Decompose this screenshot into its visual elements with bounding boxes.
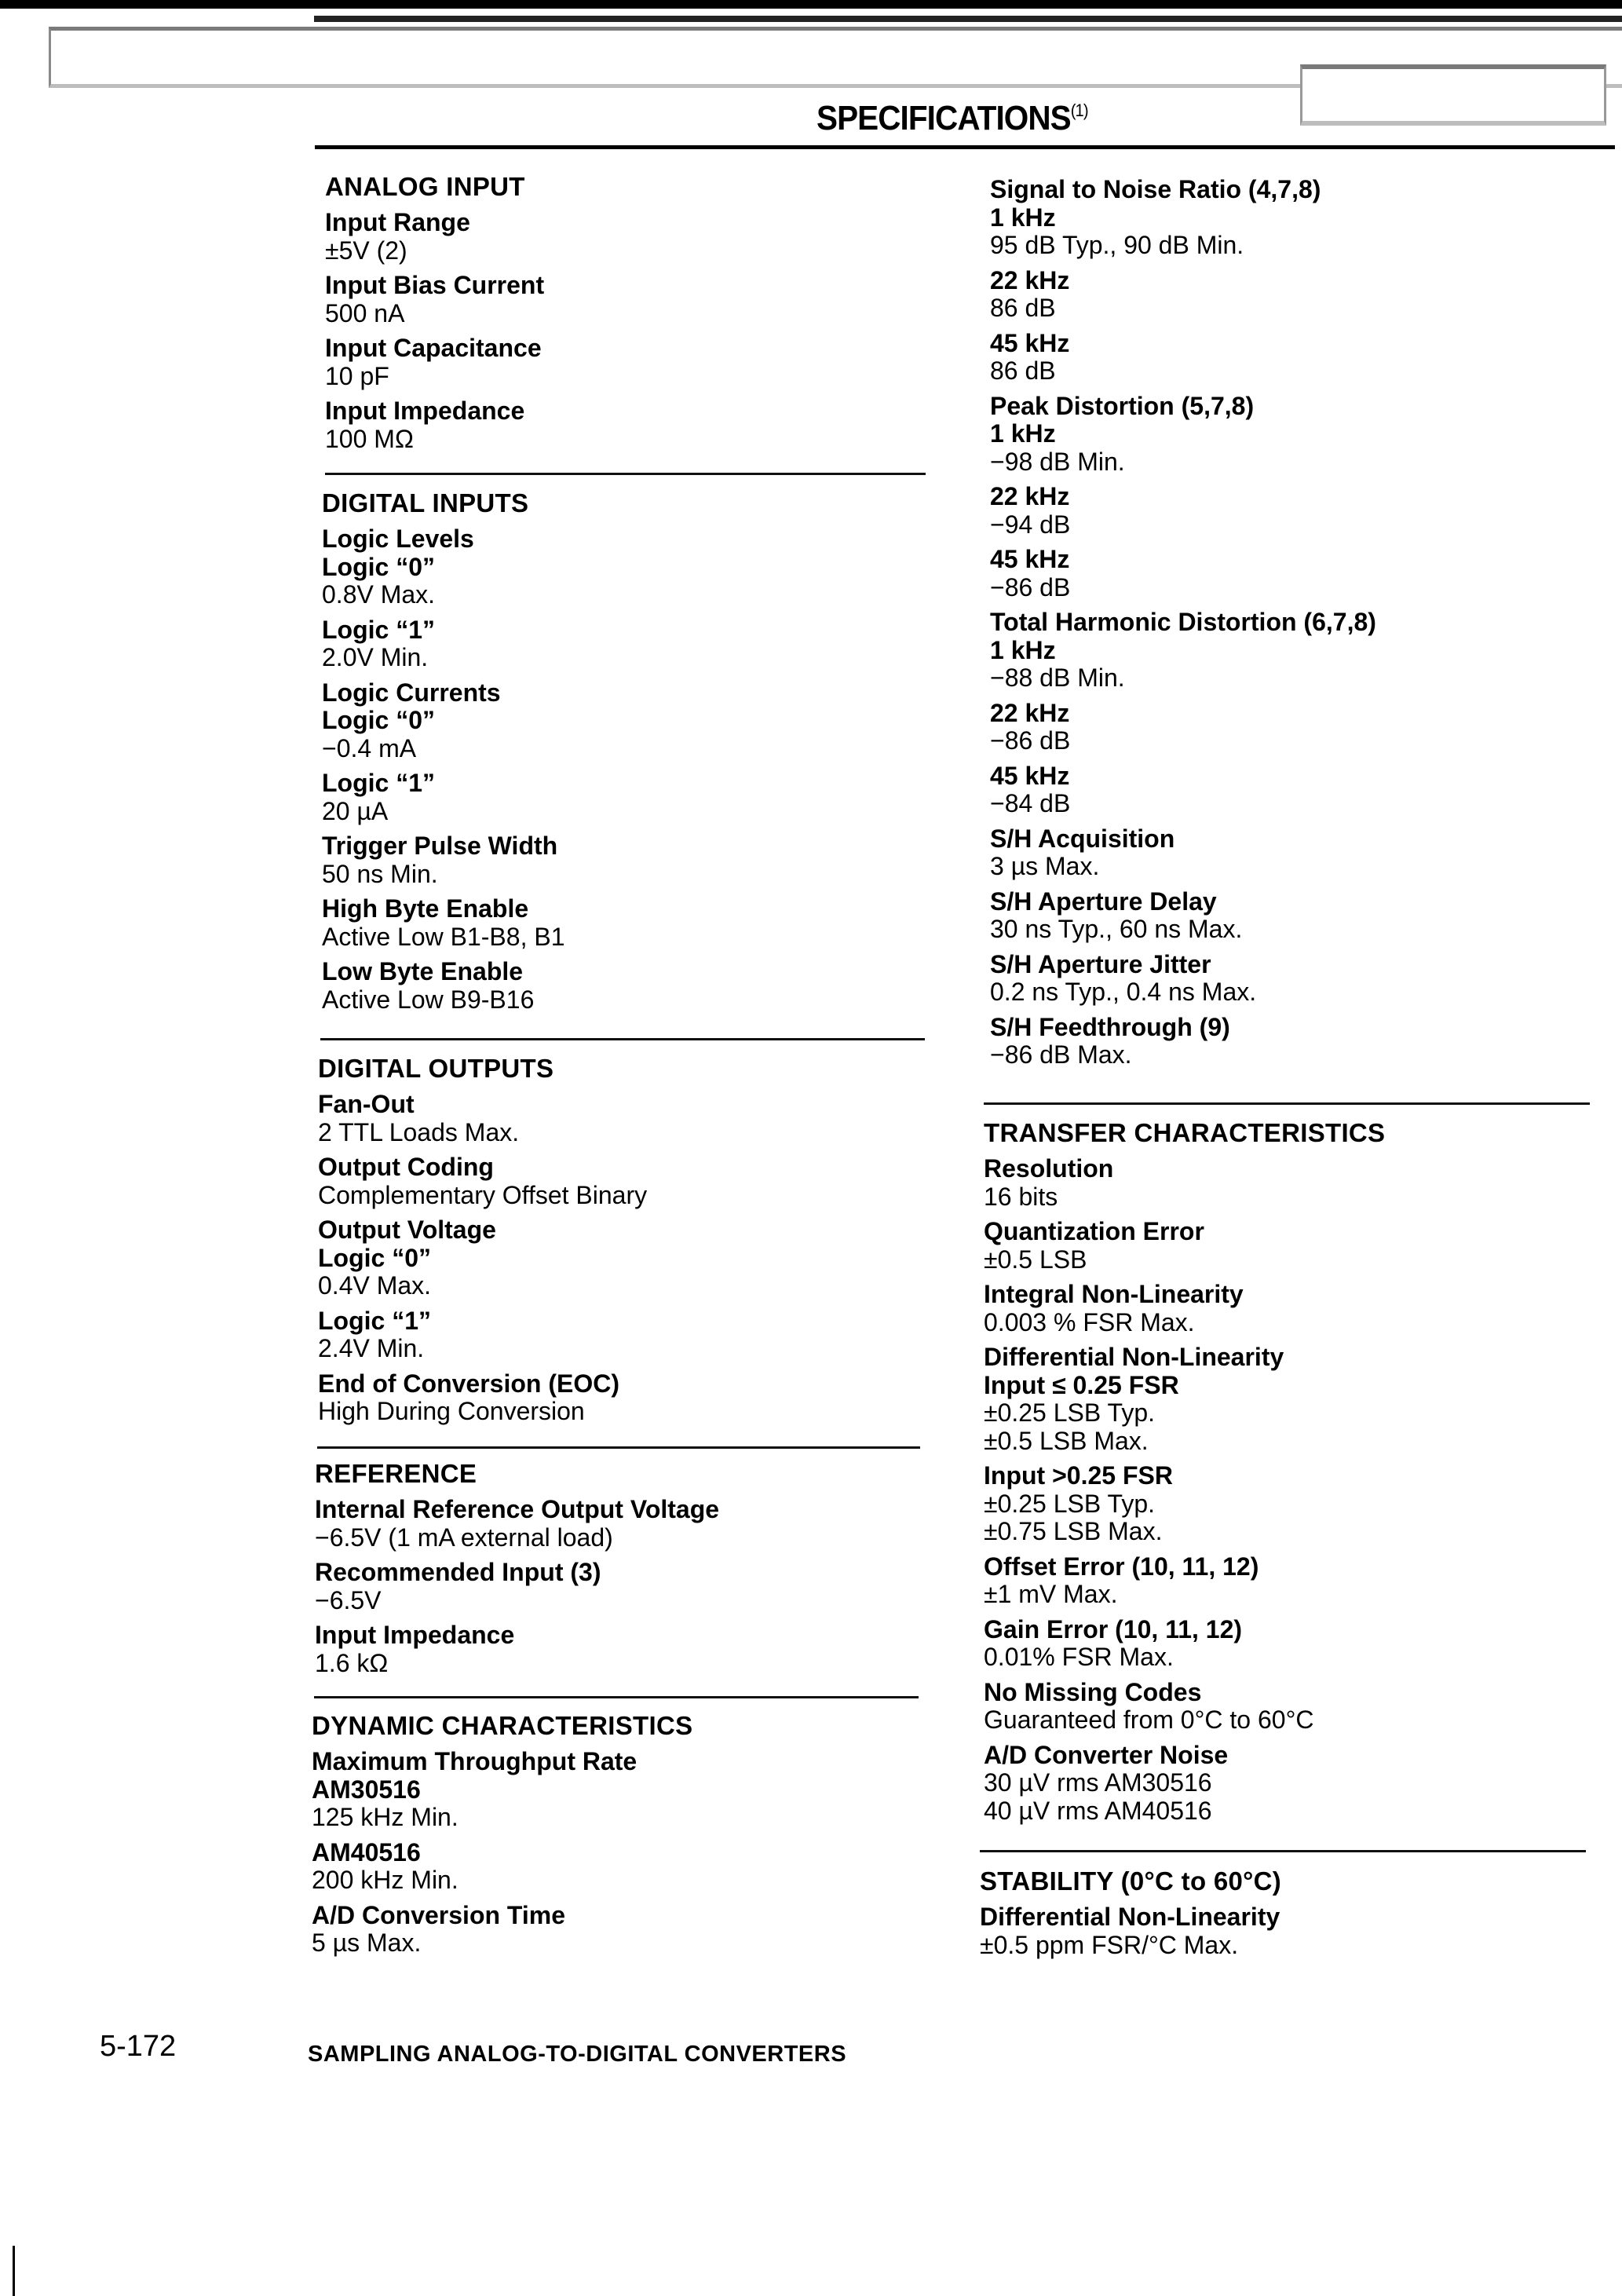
top-rule <box>0 0 1622 9</box>
spec-entry <box>318 1307 930 1363</box>
spec-value: −6.5V (1 mA external load) <box>315 1523 613 1552</box>
spec-value: −88 dB Min. <box>990 664 1125 692</box>
spec-entry <box>984 1553 1596 1609</box>
spec-entry <box>322 525 934 609</box>
spec-label: Input Impedance <box>315 1621 515 1649</box>
spec-value: 125 kHz Min. <box>312 1803 458 1831</box>
section-divider <box>325 473 926 475</box>
spec-value: 100 MΩ <box>325 424 414 453</box>
spec-value: ±0.25 LSB Typ. <box>984 1489 1155 1518</box>
spec-entry <box>984 1155 1596 1211</box>
spec-entry <box>990 546 1602 601</box>
section-heading: REFERENCE <box>315 1459 477 1488</box>
spec-entry <box>312 1748 924 1832</box>
section-heading: DIGITAL OUTPUTS <box>318 1054 554 1083</box>
spec-value: 0.003 % FSR Max. <box>984 1307 1195 1336</box>
spec-entry <box>990 825 1602 881</box>
spec-label: Gain Error (10, 11, 12) <box>984 1614 1243 1643</box>
spec-value: −98 dB Min. <box>990 447 1125 476</box>
spec-label: High Byte Enable <box>322 894 529 923</box>
spec-entry <box>990 483 1602 539</box>
spec-value: 2 TTL Loads Max. <box>318 1117 520 1146</box>
spec-value: 50 ns Min. <box>322 859 438 888</box>
spec-entry <box>315 1559 927 1614</box>
spec-entry <box>318 1091 930 1146</box>
spec-label: Input Impedance <box>325 397 525 425</box>
spec-entry <box>312 1902 924 1958</box>
spec-label: A/D Converter Noise <box>984 1740 1229 1769</box>
spec-label: Logic Levels <box>322 525 474 553</box>
spec-value: Guaranteed from 0°C to 60°C <box>984 1706 1314 1734</box>
spec-label: Logic “0” <box>322 552 436 581</box>
spec-label: 22 kHz <box>990 482 1070 510</box>
spec-label: Fan-Out <box>318 1090 415 1118</box>
spec-entry <box>990 609 1602 693</box>
spec-label: Input Range <box>325 208 470 236</box>
spec-label: Integral Non-Linearity <box>984 1280 1244 1308</box>
spec-label: Low Byte Enable <box>322 957 524 985</box>
spec-value: 5 µs Max. <box>312 1929 422 1957</box>
spec-entry <box>984 1742 1596 1826</box>
spec-entry <box>984 1218 1596 1274</box>
spec-entry <box>312 1839 924 1895</box>
spec-value: 20 µA <box>322 796 389 825</box>
section-heading: STABILITY (0°C to 60°C) <box>980 1866 1282 1896</box>
spec-value: 500 nA <box>325 298 405 327</box>
spec-entry <box>984 1616 1596 1672</box>
spec-label: Logic Currents <box>322 678 501 707</box>
section-heading: ANALOG INPUT <box>325 172 525 201</box>
section-heading: DYNAMIC CHARACTERISTICS <box>312 1711 693 1740</box>
spec-entry <box>322 832 934 888</box>
spec-label: Output Voltage <box>318 1216 496 1244</box>
spec-entry <box>990 176 1602 260</box>
spec-label: Recommended Input (3) <box>315 1558 601 1586</box>
spec-value: 1.6 kΩ <box>315 1648 389 1677</box>
spec-value: 2.0V Min. <box>322 643 429 671</box>
spec-label: Offset Error (10, 11, 12) <box>984 1552 1259 1581</box>
spec-entry <box>325 335 937 390</box>
spec-entry <box>980 1903 1592 1959</box>
spec-section <box>980 1867 1592 1966</box>
spec-label: No Missing Codes <box>984 1677 1202 1706</box>
spec-value: ±5V (2) <box>325 236 407 265</box>
spec-label: 1 kHz <box>990 203 1056 232</box>
spec-label: Logic “0” <box>322 706 436 734</box>
spec-label: A/D Conversion Time <box>312 1900 566 1929</box>
spec-section <box>990 176 1602 1077</box>
spec-entry <box>325 397 937 453</box>
spec-value: 30 ns Typ., 60 ns Max. <box>990 915 1243 943</box>
spec-entry <box>315 1621 927 1677</box>
title-footnote-ref: (1) <box>1070 101 1088 120</box>
spec-label: Differential Non-Linearity <box>980 1903 1280 1931</box>
spec-label: 22 kHz <box>990 698 1070 727</box>
spec-entry <box>318 1153 930 1209</box>
section-divider <box>320 1038 925 1040</box>
spec-entry <box>325 209 937 265</box>
spec-value: 10 pF <box>325 361 389 390</box>
margin-mark <box>13 2246 15 2296</box>
spec-section <box>984 1119 1596 1832</box>
header-tab-box <box>1300 64 1606 126</box>
footer-section-title: SAMPLING ANALOG-TO-DIGITAL CONVERTERS <box>308 2042 847 2067</box>
spec-value: −86 dB <box>990 726 1071 755</box>
spec-value: 0.4V Max. <box>318 1271 432 1300</box>
spec-entry <box>322 958 934 1014</box>
spec-value: 40 µV rms AM40516 <box>984 1796 1212 1825</box>
spec-entry <box>322 895 934 951</box>
section-divider <box>317 1446 920 1449</box>
spec-entry <box>990 330 1602 386</box>
spec-entry <box>322 616 934 672</box>
spec-label: S/H Feedthrough (9) <box>990 1012 1230 1041</box>
spec-label: Logic “1” <box>318 1306 432 1335</box>
spec-entry <box>990 700 1602 755</box>
spec-entry <box>990 762 1602 818</box>
spec-label: Input >0.25 FSR <box>984 1461 1173 1490</box>
spec-label: Logic “1” <box>322 615 436 644</box>
spec-label: 1 kHz <box>990 635 1056 664</box>
spec-label: Signal to Noise Ratio (4,7,8) <box>990 175 1321 203</box>
spec-label: AM30516 <box>312 1775 421 1804</box>
spec-value: −86 dB <box>990 572 1071 601</box>
spec-section <box>315 1460 927 1684</box>
spec-entry <box>318 1370 930 1426</box>
spec-entry <box>990 888 1602 944</box>
spec-value: 0.01% FSR Max. <box>984 1643 1174 1671</box>
spec-label: 22 kHz <box>990 265 1070 294</box>
spec-entry <box>315 1496 927 1552</box>
spec-value: Active Low B1-B8, B1 <box>322 922 565 951</box>
section-divider <box>980 1850 1586 1852</box>
spec-value: 16 bits <box>984 1182 1058 1211</box>
spec-value: −84 dB <box>990 789 1071 817</box>
spec-label: 1 kHz <box>990 419 1056 448</box>
top-rule-secondary <box>314 16 1622 22</box>
spec-label: 45 kHz <box>990 545 1070 573</box>
spec-entry <box>990 267 1602 323</box>
spec-entry <box>318 1216 930 1300</box>
spec-value: Complementary Offset Binary <box>318 1180 648 1209</box>
spec-value: 95 dB Typ., 90 dB Min. <box>990 231 1244 259</box>
spec-label: Resolution <box>984 1154 1114 1183</box>
section-heading: TRANSFER CHARACTERISTICS <box>984 1118 1386 1147</box>
spec-value: −0.4 mA <box>322 733 417 762</box>
spec-entry <box>990 393 1602 477</box>
spec-label: Maximum Throughput Rate <box>312 1747 637 1775</box>
spec-value: ±0.5 LSB <box>984 1245 1087 1274</box>
spec-entry <box>325 272 937 327</box>
spec-label: AM40516 <box>312 1837 421 1866</box>
spec-label: 45 kHz <box>990 761 1070 790</box>
spec-label: Logic “0” <box>318 1243 432 1272</box>
spec-entry <box>984 1679 1596 1735</box>
spec-label: Total Harmonic Distortion (6,7,8) <box>990 608 1376 636</box>
spec-entry <box>984 1281 1596 1336</box>
spec-value: 86 dB <box>990 356 1056 385</box>
spec-entry <box>322 770 934 825</box>
page-title-text: SPECIFICATIONS <box>816 99 1071 137</box>
spec-entry <box>984 1344 1596 1455</box>
spec-label: Input Bias Current <box>325 271 545 299</box>
spec-label: Logic “1” <box>322 769 436 797</box>
spec-label: Input ≤ 0.25 FSR <box>984 1370 1179 1399</box>
spec-value: 2.4V Min. <box>318 1334 425 1362</box>
page-title <box>816 99 1088 138</box>
spec-entry <box>990 1014 1602 1069</box>
spec-value: 0.2 ns Typ., 0.4 ns Max. <box>990 978 1257 1006</box>
spec-entry <box>984 1462 1596 1546</box>
spec-label: S/H Aperture Jitter <box>990 949 1211 978</box>
spec-section <box>322 489 934 1021</box>
spec-value: ±0.5 LSB Max. <box>984 1426 1149 1455</box>
section-heading: DIGITAL INPUTS <box>322 488 529 517</box>
spec-entry <box>990 951 1602 1007</box>
spec-entry <box>322 679 934 763</box>
page-number: 5-172 <box>100 2030 177 2063</box>
section-divider <box>984 1102 1590 1105</box>
spec-value: ±0.5 ppm FSR/°C Max. <box>980 1930 1239 1959</box>
spec-label: Internal Reference Output Voltage <box>315 1495 720 1523</box>
spec-value: −94 dB <box>990 510 1071 539</box>
spec-value: High During Conversion <box>318 1397 585 1425</box>
spec-section <box>325 173 937 460</box>
spec-section <box>318 1055 930 1433</box>
spec-label: Differential Non-Linearity <box>984 1343 1284 1371</box>
spec-label: Peak Distortion (5,7,8) <box>990 391 1255 420</box>
spec-value: −86 dB Max. <box>990 1040 1132 1069</box>
spec-label: Trigger Pulse Width <box>322 832 558 860</box>
section-divider <box>314 1696 919 1698</box>
spec-value: 200 kHz Min. <box>312 1866 458 1894</box>
title-rule <box>315 145 1615 149</box>
spec-value: Active Low B9-B16 <box>322 985 535 1014</box>
spec-value: ±1 mV Max. <box>984 1580 1118 1608</box>
spec-label: S/H Aperture Delay <box>990 887 1217 916</box>
spec-label: Output Coding <box>318 1153 494 1181</box>
spec-label: Input Capacitance <box>325 334 542 362</box>
spec-value: 3 µs Max. <box>990 852 1100 880</box>
spec-label: 45 kHz <box>990 328 1070 357</box>
spec-label: Quantization Error <box>984 1217 1204 1245</box>
spec-value: ±0.25 LSB Typ. <box>984 1398 1155 1427</box>
spec-section <box>312 1712 924 1965</box>
spec-value: 86 dB <box>990 294 1056 322</box>
spec-label: S/H Acquisition <box>990 824 1175 853</box>
spec-label: End of Conversion (EOC) <box>318 1369 619 1398</box>
spec-value: ±0.75 LSB Max. <box>984 1517 1163 1545</box>
spec-value: −6.5V <box>315 1585 382 1614</box>
spec-value: 0.8V Max. <box>322 580 436 609</box>
spec-value: 30 µV rms AM30516 <box>984 1768 1212 1797</box>
